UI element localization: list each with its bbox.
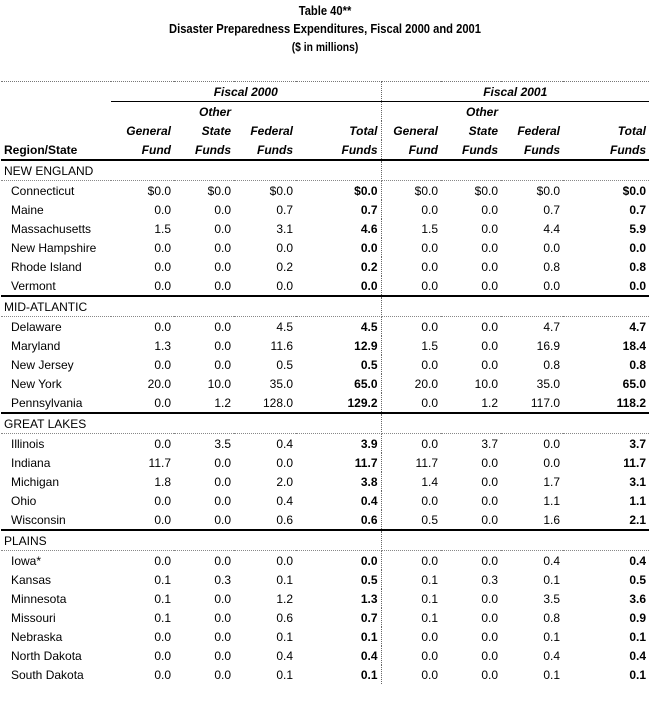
other-state-funds-2000-cell: 10.0 bbox=[207, 376, 231, 391]
federal-funds-2001-cell: 0.8 bbox=[543, 259, 560, 274]
general-fund-2001-cell: 0.0 bbox=[421, 629, 438, 644]
table-row bbox=[1, 453, 649, 472]
general-fund-2001-cell: 0.0 bbox=[421, 667, 438, 682]
other-state-funds-2000-cell: 0.0 bbox=[214, 259, 231, 274]
table-title: Disaster Preparedness Expenditures, Fiscal 2000 and 2001 bbox=[169, 21, 481, 36]
state-name: Maine bbox=[11, 202, 44, 217]
other-state-funds-2001-cell: 0.0 bbox=[481, 202, 498, 217]
federal-funds-2000-cell: 0.6 bbox=[276, 610, 293, 625]
general-fund-2001-cell: 0.0 bbox=[421, 553, 438, 568]
other-state-funds-2001-cell: 0.0 bbox=[481, 667, 498, 682]
header-row-3 bbox=[1, 140, 649, 160]
other-state-funds-2001-cell: 0.0 bbox=[481, 455, 498, 470]
total-funds-2001-cell: 65.0 bbox=[622, 376, 646, 391]
total-funds-2000-cell: 4.6 bbox=[296, 219, 381, 238]
general-fund-2001-cell: 0.0 bbox=[421, 357, 438, 372]
total-funds-2000-cell: $0.0 bbox=[296, 181, 381, 201]
federal-funds-2000-cell: 35.0 bbox=[269, 376, 293, 391]
total-funds-2001-cell: 0.8 bbox=[629, 357, 646, 372]
federal-funds-2001-cell: 3.5 bbox=[543, 591, 560, 606]
general-fund-2001-cell: 0.0 bbox=[421, 202, 438, 217]
total-funds-2001-cell: 118.2 bbox=[563, 393, 649, 413]
state-name: Nebraska bbox=[11, 629, 63, 644]
federal-funds-2001-cell: 0.0 bbox=[543, 436, 560, 451]
general-fund-2001-cell: 1.4 bbox=[421, 474, 438, 489]
other-state-funds-2001-cell: 0.0 bbox=[481, 493, 498, 508]
federal-funds-2001-cell: 1.7 bbox=[543, 474, 560, 489]
general-fund-2000-cell: 0.0 bbox=[154, 357, 171, 372]
federal-funds-2000-cell: 0.2 bbox=[276, 259, 293, 274]
total-funds-2000-cell: 3.9 bbox=[296, 434, 381, 454]
state-name: Massachusetts bbox=[11, 221, 92, 236]
total-funds-2000-cell: 4.5 bbox=[296, 317, 381, 337]
state-name: New York bbox=[11, 376, 62, 391]
total-funds-2000-cell: 0.7 bbox=[296, 200, 381, 219]
federal-funds-2000-cell: 128.0 bbox=[234, 393, 296, 413]
col-other-3: Funds bbox=[441, 140, 501, 160]
other-state-funds-2000-cell: 0.0 bbox=[214, 493, 231, 508]
general-fund-2000-cell: 0.0 bbox=[154, 259, 171, 274]
federal-funds-2001-cell: 0.0 bbox=[543, 240, 560, 255]
col-other-2: State bbox=[468, 123, 498, 138]
expenditures-table bbox=[1, 81, 649, 684]
col-general-1: General bbox=[126, 123, 171, 138]
federal-funds-2000-cell: 0.1 bbox=[276, 572, 293, 587]
other-state-funds-2000-cell: 0.0 bbox=[214, 629, 231, 644]
federal-funds-2000-cell: 0.7 bbox=[276, 202, 293, 217]
other-state-funds-2000-cell: 0.0 bbox=[214, 338, 231, 353]
fiscal-2001-header: Fiscal 2001 bbox=[381, 82, 649, 102]
general-fund-2000-cell: 1.3 bbox=[154, 338, 171, 353]
federal-funds-2001-cell: 0.8 bbox=[543, 357, 560, 372]
general-fund-2001-cell: 1.5 bbox=[421, 221, 438, 236]
other-state-funds-2000-cell: 0.0 bbox=[214, 610, 231, 625]
other-state-funds-2001-cell: 0.0 bbox=[481, 357, 498, 372]
other-state-funds-2000-cell: 0.0 bbox=[214, 357, 231, 372]
other-state-funds-2000-cell: 1.2 bbox=[174, 393, 234, 413]
federal-funds-2001-cell: 0.1 bbox=[543, 629, 560, 644]
general-fund-2000-cell: 0.0 bbox=[111, 510, 174, 530]
general-fund-2000-cell: 0.1 bbox=[154, 572, 171, 587]
table-row bbox=[1, 434, 649, 454]
table-row bbox=[1, 257, 649, 276]
other-state-funds-2000-cell: 0.0 bbox=[214, 455, 231, 470]
other-state-funds-2000-cell: 0.0 bbox=[214, 553, 231, 568]
state-name: Maryland bbox=[11, 338, 61, 353]
general-fund-2001-cell: 0.0 bbox=[421, 648, 438, 663]
federal-funds-2001-cell: 4.4 bbox=[543, 221, 560, 236]
federal-funds-2001-cell: 0.0 bbox=[543, 455, 560, 470]
federal-funds-2001-cell: 0.4 bbox=[543, 553, 560, 568]
col-total-2: Funds bbox=[296, 140, 381, 160]
col-other-3: Funds bbox=[174, 140, 234, 160]
general-fund-2001-cell: 20.0 bbox=[414, 376, 438, 391]
federal-funds-2001-cell: 1.6 bbox=[501, 510, 563, 530]
federal-funds-2001-cell: $0.0 bbox=[536, 183, 560, 198]
federal-funds-2000-cell: 1.2 bbox=[276, 591, 293, 606]
federal-funds-2000-cell: 0.5 bbox=[276, 357, 293, 372]
general-fund-2000-cell: 1.8 bbox=[154, 474, 171, 489]
general-fund-2000-cell: 0.0 bbox=[154, 240, 171, 255]
total-funds-2000-cell: 0.0 bbox=[296, 276, 381, 296]
general-fund-2000-cell: 1.5 bbox=[154, 221, 171, 236]
other-state-funds-2001-cell: 3.7 bbox=[481, 436, 498, 451]
other-state-funds-2001-cell: 0.0 bbox=[481, 240, 498, 255]
state-name: Ohio bbox=[11, 493, 37, 508]
federal-funds-2001-cell: 0.0 bbox=[501, 276, 563, 296]
total-funds-2001-cell: 0.0 bbox=[629, 240, 646, 255]
header-row-1 bbox=[1, 102, 649, 122]
other-state-funds-2001-cell: 0.0 bbox=[481, 648, 498, 663]
other-state-funds-2000-cell: 3.5 bbox=[214, 436, 231, 451]
federal-funds-2001-cell: 16.9 bbox=[536, 338, 560, 353]
other-state-funds-2001-cell: 0.0 bbox=[481, 259, 498, 274]
federal-funds-2001-cell: 0.8 bbox=[543, 610, 560, 625]
total-funds-2000-cell: 0.7 bbox=[296, 608, 381, 627]
general-fund-2001-cell: 0.0 bbox=[421, 436, 438, 451]
federal-funds-2000-cell: $0.0 bbox=[269, 183, 293, 198]
state-name: Wisconsin bbox=[1, 510, 111, 530]
general-fund-2001-cell: 0.0 bbox=[381, 393, 441, 413]
col-region-state: Region/State bbox=[1, 140, 111, 160]
total-funds-2000-cell: 0.2 bbox=[296, 257, 381, 276]
table-row bbox=[1, 238, 649, 257]
federal-funds-2000-cell: 0.4 bbox=[276, 648, 293, 663]
state-name: Missouri bbox=[11, 610, 56, 625]
total-funds-2001-cell: 0.9 bbox=[629, 610, 646, 625]
table-row bbox=[1, 491, 649, 510]
table-row bbox=[1, 665, 649, 684]
federal-funds-2001-cell: 4.7 bbox=[543, 319, 560, 334]
total-funds-2000-cell: 0.5 bbox=[296, 570, 381, 589]
state-name: North Dakota bbox=[11, 648, 82, 663]
other-state-funds-2001-cell: 0.0 bbox=[441, 276, 501, 296]
region-name: GREAT LAKES bbox=[1, 413, 111, 434]
general-fund-2000-cell: 0.0 bbox=[154, 436, 171, 451]
total-funds-2000-cell: 65.0 bbox=[296, 374, 381, 393]
other-state-funds-2001-cell: 10.0 bbox=[474, 376, 498, 391]
other-state-funds-2000-cell: 0.0 bbox=[214, 667, 231, 682]
general-fund-2001-cell: $0.0 bbox=[414, 183, 438, 198]
state-name: Michigan bbox=[11, 474, 60, 489]
general-fund-2000-cell: 0.1 bbox=[154, 591, 171, 606]
fiscal-group-header-row bbox=[1, 82, 649, 102]
col-total-2: Funds bbox=[563, 140, 649, 160]
col-federal-1: Federal bbox=[250, 123, 293, 138]
general-fund-2001-cell: 0.1 bbox=[421, 591, 438, 606]
federal-funds-2001-cell: 0.4 bbox=[543, 648, 560, 663]
total-funds-2000-cell: 0.5 bbox=[296, 355, 381, 374]
table-row bbox=[1, 181, 649, 201]
total-funds-2001-cell: 1.1 bbox=[629, 493, 646, 508]
federal-funds-2001-cell: 0.1 bbox=[543, 572, 560, 587]
state-name: Illinois bbox=[11, 436, 45, 451]
federal-funds-2000-cell: 0.0 bbox=[276, 455, 293, 470]
general-fund-2001-cell: 0.0 bbox=[421, 259, 438, 274]
federal-funds-2000-cell: 0.4 bbox=[276, 436, 293, 451]
total-funds-2001-cell: 0.5 bbox=[629, 572, 646, 587]
total-funds-2000-cell: 0.0 bbox=[296, 238, 381, 257]
table-row bbox=[1, 608, 649, 627]
state-name: Kansas bbox=[11, 572, 52, 587]
region-row bbox=[1, 413, 649, 434]
table-row bbox=[1, 219, 649, 238]
other-state-funds-2000-cell: 0.0 bbox=[214, 221, 231, 236]
total-funds-2000-cell: 0.6 bbox=[296, 510, 381, 530]
total-funds-2001-cell: 0.8 bbox=[629, 259, 646, 274]
table-row bbox=[1, 317, 649, 337]
general-fund-2001-cell: 0.0 bbox=[421, 240, 438, 255]
col-federal-2: Funds bbox=[234, 140, 296, 160]
federal-funds-2001-cell: 1.1 bbox=[543, 493, 560, 508]
federal-funds-2001-cell: 0.7 bbox=[543, 202, 560, 217]
fiscal-2000-header: Fiscal 2000 bbox=[111, 82, 381, 102]
col-other-1: Other bbox=[465, 104, 498, 119]
general-fund-2000-cell: 0.1 bbox=[154, 610, 171, 625]
federal-funds-2001-cell: 0.1 bbox=[543, 667, 560, 682]
state-name: Pennsylvania bbox=[1, 393, 111, 413]
other-state-funds-2001-cell: 0.0 bbox=[481, 338, 498, 353]
general-fund-2001-cell: 1.5 bbox=[421, 338, 438, 353]
federal-funds-2000-cell: 3.1 bbox=[276, 221, 293, 236]
general-fund-2001-cell: 0.1 bbox=[421, 572, 438, 587]
total-funds-2001-cell: 11.7 bbox=[623, 455, 646, 470]
state-name: Connecticut bbox=[11, 183, 75, 198]
other-state-funds-2001-cell: $0.0 bbox=[474, 183, 498, 198]
federal-funds-2000-cell: 4.5 bbox=[276, 319, 293, 334]
other-state-funds-2001-cell: 0.0 bbox=[441, 510, 501, 530]
state-name: New Jersey bbox=[11, 357, 74, 372]
federal-funds-2000-cell: 11.6 bbox=[270, 338, 293, 353]
total-funds-2001-cell: 0.1 bbox=[629, 667, 646, 682]
general-fund-2000-cell: 0.0 bbox=[154, 667, 171, 682]
total-funds-2001-cell: $0.0 bbox=[622, 183, 646, 198]
total-funds-2001-cell: 0.0 bbox=[563, 276, 649, 296]
general-fund-2001-cell: 0.1 bbox=[421, 610, 438, 625]
other-state-funds-2000-cell: 0.0 bbox=[174, 276, 234, 296]
other-state-funds-2001-cell: 0.3 bbox=[481, 572, 498, 587]
general-fund-2000-cell: 0.0 bbox=[111, 276, 174, 296]
other-state-funds-2001-cell: 0.0 bbox=[481, 553, 498, 568]
total-funds-2000-cell: 1.3 bbox=[296, 589, 381, 608]
general-fund-2000-cell: 11.7 bbox=[148, 455, 171, 470]
federal-funds-2000-cell: 2.0 bbox=[276, 474, 293, 489]
federal-funds-2001-cell: 117.0 bbox=[501, 393, 563, 413]
federal-funds-2001-cell: 35.0 bbox=[536, 376, 560, 391]
table-row bbox=[1, 276, 649, 296]
col-federal-1: Federal bbox=[517, 123, 560, 138]
state-name: Vermont bbox=[1, 276, 111, 296]
general-fund-2001-cell: 11.7 bbox=[415, 455, 438, 470]
state-name: Delaware bbox=[11, 319, 62, 334]
general-fund-2001-cell: 0.0 bbox=[421, 493, 438, 508]
general-fund-2000-cell: 0.0 bbox=[154, 493, 171, 508]
table-row bbox=[1, 472, 649, 491]
other-state-funds-2001-cell: 1.2 bbox=[441, 393, 501, 413]
table-number: Table 40** bbox=[298, 3, 352, 18]
state-name: Minnesota bbox=[11, 591, 67, 606]
table-row bbox=[1, 510, 649, 530]
state-name: Rhode Island bbox=[11, 259, 82, 274]
total-funds-2001-cell: 4.7 bbox=[629, 319, 646, 334]
col-general-1: General bbox=[393, 123, 438, 138]
total-funds-2000-cell: 0.0 bbox=[296, 551, 381, 571]
col-other-2: State bbox=[201, 123, 231, 138]
federal-funds-2000-cell: 0.0 bbox=[234, 276, 296, 296]
federal-funds-2000-cell: 0.0 bbox=[276, 553, 293, 568]
total-funds-2001-cell: 18.4 bbox=[622, 338, 646, 353]
total-funds-2000-cell: 0.1 bbox=[296, 627, 381, 646]
region-row bbox=[1, 296, 649, 317]
table-row bbox=[1, 393, 649, 413]
other-state-funds-2000-cell: 0.0 bbox=[214, 591, 231, 606]
table-row bbox=[1, 200, 649, 219]
general-fund-2001-cell: 0.0 bbox=[421, 319, 438, 334]
total-funds-2000-cell: 129.2 bbox=[296, 393, 381, 413]
state-name: New Hampshire bbox=[11, 240, 97, 255]
total-funds-2001-cell: 0.1 bbox=[629, 629, 646, 644]
general-fund-2000-cell: 0.0 bbox=[154, 319, 171, 334]
other-state-funds-2000-cell: 0.3 bbox=[214, 572, 231, 587]
col-federal-2: Funds bbox=[501, 140, 563, 160]
region-name: MID-ATLANTIC bbox=[1, 296, 111, 317]
state-name: South Dakota bbox=[11, 667, 84, 682]
total-funds-2000-cell: 0.1 bbox=[296, 665, 381, 684]
general-fund-2000-cell: 0.0 bbox=[154, 629, 171, 644]
total-funds-2000-cell: 0.4 bbox=[296, 491, 381, 510]
other-state-funds-2000-cell: 0.0 bbox=[214, 319, 231, 334]
federal-funds-2000-cell: 0.1 bbox=[276, 629, 293, 644]
region-row bbox=[1, 530, 649, 551]
other-state-funds-2001-cell: 0.0 bbox=[481, 474, 498, 489]
other-state-funds-2001-cell: 0.0 bbox=[481, 319, 498, 334]
col-general-2: Fund bbox=[381, 140, 441, 160]
total-funds-2000-cell: 12.9 bbox=[296, 336, 381, 355]
state-name: Iowa* bbox=[11, 553, 42, 568]
table-row bbox=[1, 355, 649, 374]
general-fund-2000-cell: 0.0 bbox=[111, 393, 174, 413]
total-funds-2001-cell: 3.6 bbox=[629, 591, 646, 606]
region-name: NEW ENGLAND bbox=[1, 160, 111, 181]
table-row bbox=[1, 589, 649, 608]
region-row bbox=[1, 160, 649, 181]
table-row bbox=[1, 551, 649, 571]
other-state-funds-2000-cell: $0.0 bbox=[207, 183, 231, 198]
total-funds-2001-cell: 3.1 bbox=[629, 474, 646, 489]
col-general-2: Fund bbox=[111, 140, 174, 160]
table-row bbox=[1, 336, 649, 355]
table-row bbox=[1, 646, 649, 665]
col-total-1: Total bbox=[617, 123, 646, 138]
general-fund-2000-cell: 0.0 bbox=[154, 648, 171, 663]
federal-funds-2000-cell: 0.6 bbox=[234, 510, 296, 530]
other-state-funds-2000-cell: 0.0 bbox=[214, 474, 231, 489]
table-row bbox=[1, 374, 649, 393]
col-other-1: Other bbox=[198, 104, 231, 119]
other-state-funds-2000-cell: 0.0 bbox=[214, 202, 231, 217]
other-state-funds-2000-cell: 0.0 bbox=[174, 510, 234, 530]
other-state-funds-2000-cell: 0.0 bbox=[214, 240, 231, 255]
total-funds-2000-cell: 11.7 bbox=[296, 453, 381, 472]
total-funds-2001-cell: 0.7 bbox=[629, 202, 646, 217]
table-row bbox=[1, 627, 649, 646]
other-state-funds-2001-cell: 0.0 bbox=[481, 591, 498, 606]
general-fund-2001-cell: 0.5 bbox=[381, 510, 441, 530]
federal-funds-2000-cell: 0.4 bbox=[276, 493, 293, 508]
total-funds-2001-cell: 2.1 bbox=[563, 510, 649, 530]
federal-funds-2000-cell: 0.1 bbox=[276, 667, 293, 682]
table-row bbox=[1, 570, 649, 589]
total-funds-2001-cell: 5.9 bbox=[629, 221, 646, 236]
general-fund-2000-cell: 0.0 bbox=[154, 553, 171, 568]
general-fund-2001-cell: 0.0 bbox=[381, 276, 441, 296]
other-state-funds-2001-cell: 0.0 bbox=[481, 629, 498, 644]
other-state-funds-2001-cell: 0.0 bbox=[481, 221, 498, 236]
total-funds-2000-cell: 0.4 bbox=[296, 646, 381, 665]
total-funds-2000-cell: 3.8 bbox=[296, 472, 381, 491]
total-funds-2001-cell: 0.4 bbox=[629, 553, 646, 568]
table-title-block bbox=[46, 2, 605, 56]
general-fund-2000-cell: 0.0 bbox=[154, 202, 171, 217]
col-total-1: Total bbox=[296, 121, 381, 140]
state-name: Indiana bbox=[11, 455, 51, 470]
total-funds-2001-cell: 0.4 bbox=[629, 648, 646, 663]
general-fund-2000-cell: 20.0 bbox=[147, 376, 171, 391]
header-row-2 bbox=[1, 121, 649, 140]
other-state-funds-2001-cell: 0.0 bbox=[481, 610, 498, 625]
federal-funds-2000-cell: 0.0 bbox=[276, 240, 293, 255]
region-name: PLAINS bbox=[1, 530, 111, 551]
other-state-funds-2000-cell: 0.0 bbox=[214, 648, 231, 663]
total-funds-2001-cell: 3.7 bbox=[629, 436, 646, 451]
unit-note: ($ in millions) bbox=[291, 40, 359, 54]
general-fund-2000-cell: $0.0 bbox=[147, 183, 171, 198]
